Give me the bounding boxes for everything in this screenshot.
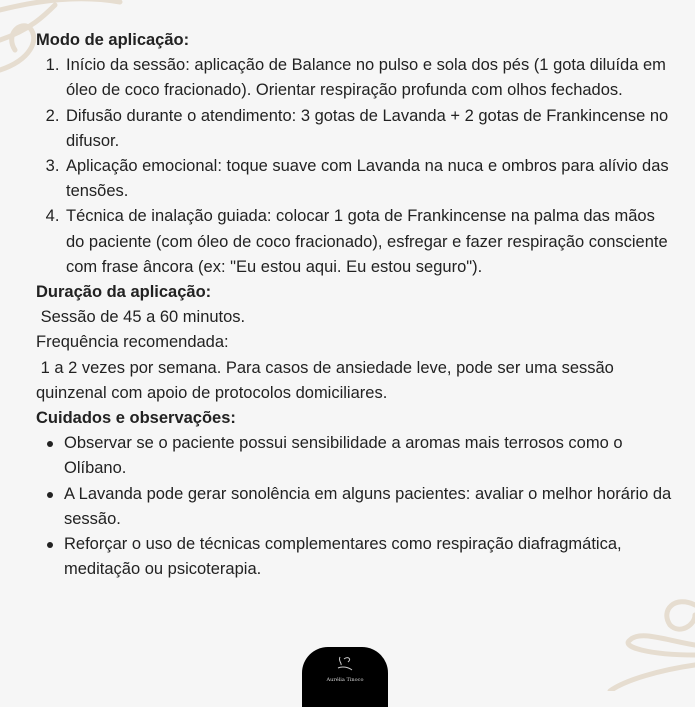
- logo-text: Aurélia Tinoco: [326, 677, 364, 683]
- heading-cuidados: Cuidados e observações:: [36, 409, 236, 428]
- cuidado-item: Observar se o paciente possui sensibilidade a aromas mais terrosos como o Olíbano.: [64, 431, 676, 481]
- frequencia-text: 1 a 2 vezes por semana. Para casos de ansiedade leve, pode ser uma sessão quinzenal com apoio de protocolos domiciliares.: [36, 358, 619, 402]
- step-item: 1. Início da sessão: aplicação de Balance no pulso e sola dos pés (1 gota diluída em óleo de coco fracionado). Orientar respiração profunda com olhos fechados.: [64, 53, 676, 103]
- ornament-bottom-right: [590, 585, 695, 691]
- step-item: 3. Aplicação emocional: toque suave com Lavanda na nuca e ombros para alívio das tensões.: [64, 154, 676, 204]
- heading-duracao: Duração da aplicação:: [36, 283, 212, 302]
- cuidado-item: A Lavanda pode gerar sonolência em alguns pacientes: avaliar o melhor horário da sessão.: [64, 482, 676, 532]
- brand-logo: [302, 647, 388, 707]
- step-item: 2. Difusão durante o atendimento: 3 gotas de Lavanda + 2 gotas de Frankincense no difusor.: [64, 104, 676, 154]
- hands-leaf-icon: [334, 653, 356, 675]
- document-body: [36, 28, 676, 582]
- heading-modo: Modo de aplicação:: [36, 31, 190, 49]
- cuidado-item: Reforçar o uso de técnicas complementares como respiração diafragmática, meditação ou psicoterapia.: [64, 532, 676, 582]
- cuidados-list: [36, 431, 676, 582]
- steps-list: [36, 53, 676, 280]
- duracao-text: Sessão de 45 a 60 minutos.: [36, 308, 246, 327]
- step-item: 4. Técnica de inalação guiada: colocar 1 gota de Frankincense na palma das mãos do paciente (com óleo de coco fracionado), esfregar e fazer respiração consciente com frase âncora (ex: "Eu estou aqui. Eu estou seguro").: [64, 204, 676, 280]
- heading-frequencia: Frequência recomendada:: [36, 333, 229, 352]
